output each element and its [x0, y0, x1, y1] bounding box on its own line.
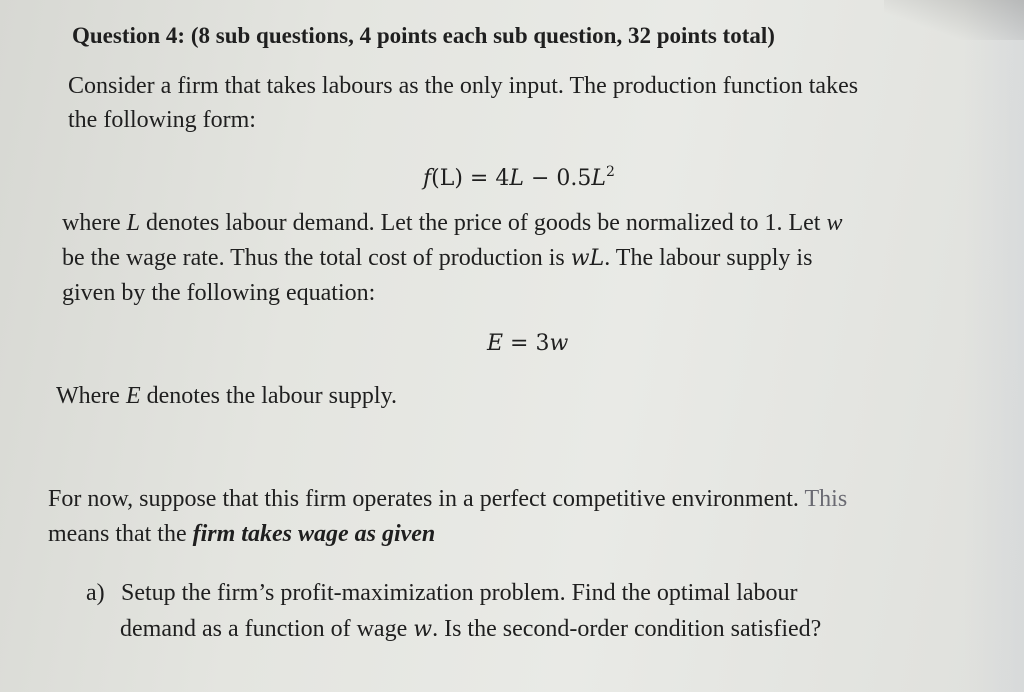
eq-equals: = 4: [462, 166, 510, 191]
eq-L2: L: [591, 166, 606, 191]
var-wL: wL: [570, 246, 605, 271]
where-text-1a: where: [62, 210, 127, 236]
part-a-line-2: [120, 614, 821, 645]
production-function-equation: [423, 157, 615, 194]
context-line-1: [48, 484, 847, 514]
eq-minus: − 0.5: [523, 166, 592, 191]
where-line-3: [62, 278, 375, 308]
question-heading-text: Question 4: (8 sub questions, 4 points each sub question, 32 points total): [72, 23, 775, 48]
part-a-label: a): [86, 580, 105, 606]
eq-E: E: [487, 331, 504, 356]
part-a-marker: [86, 578, 105, 608]
context-text-2a: means that the: [48, 521, 193, 547]
eq-w: w: [549, 331, 569, 356]
var-E: E: [125, 383, 141, 409]
var-L: L: [126, 210, 140, 236]
eq-equals-3: = 3: [503, 331, 550, 356]
intro-text-2: the following form:: [68, 107, 256, 133]
supply-text-a: Where: [56, 383, 126, 409]
labour-supply-equation: [487, 329, 568, 359]
supply-text-b: denotes the labour supply.: [140, 383, 398, 409]
where-line-2: [62, 243, 812, 274]
question-heading: [72, 21, 775, 51]
part-a-text-2b: . Is the second-order condition satisfied?: [432, 616, 822, 642]
eq-f: f: [423, 166, 432, 191]
var-w: w: [826, 210, 843, 236]
where-line-1: [62, 208, 842, 238]
intro-line-1: [68, 71, 858, 101]
emphasis-firm-takes-wage: firm takes wage as given: [192, 521, 436, 547]
where-text-1b: denotes labour demand. Let the price of goods be normalized to 1. Let: [140, 210, 827, 236]
eq-exponent: 2: [606, 164, 615, 180]
part-a-text-1: Setup the firm’s profit-maximization problem. Find the optimal labour: [121, 580, 798, 606]
eq-arg: (L): [431, 166, 463, 191]
eq-L1: L: [509, 166, 524, 191]
where-text-3: given by the following equation:: [62, 280, 376, 306]
part-a-line-1: [121, 578, 798, 608]
context-text-1b: This: [804, 486, 848, 512]
intro-text-1: Consider a firm that takes labours as the only input. The production function takes: [68, 73, 859, 99]
var-w-2: w: [413, 617, 433, 642]
intro-line-2: [68, 105, 256, 135]
context-text-1a: For now, suppose that this firm operates in a perfect competitive environment.: [48, 486, 805, 512]
where-text-2a: be the wage rate. Thus the total cost of production is: [62, 245, 571, 271]
context-line-2: [48, 519, 435, 549]
part-a-text-2a: demand as a function of wage: [120, 616, 414, 642]
where-text-2b: . The labour supply is: [604, 245, 813, 271]
supply-definition: [56, 381, 397, 411]
